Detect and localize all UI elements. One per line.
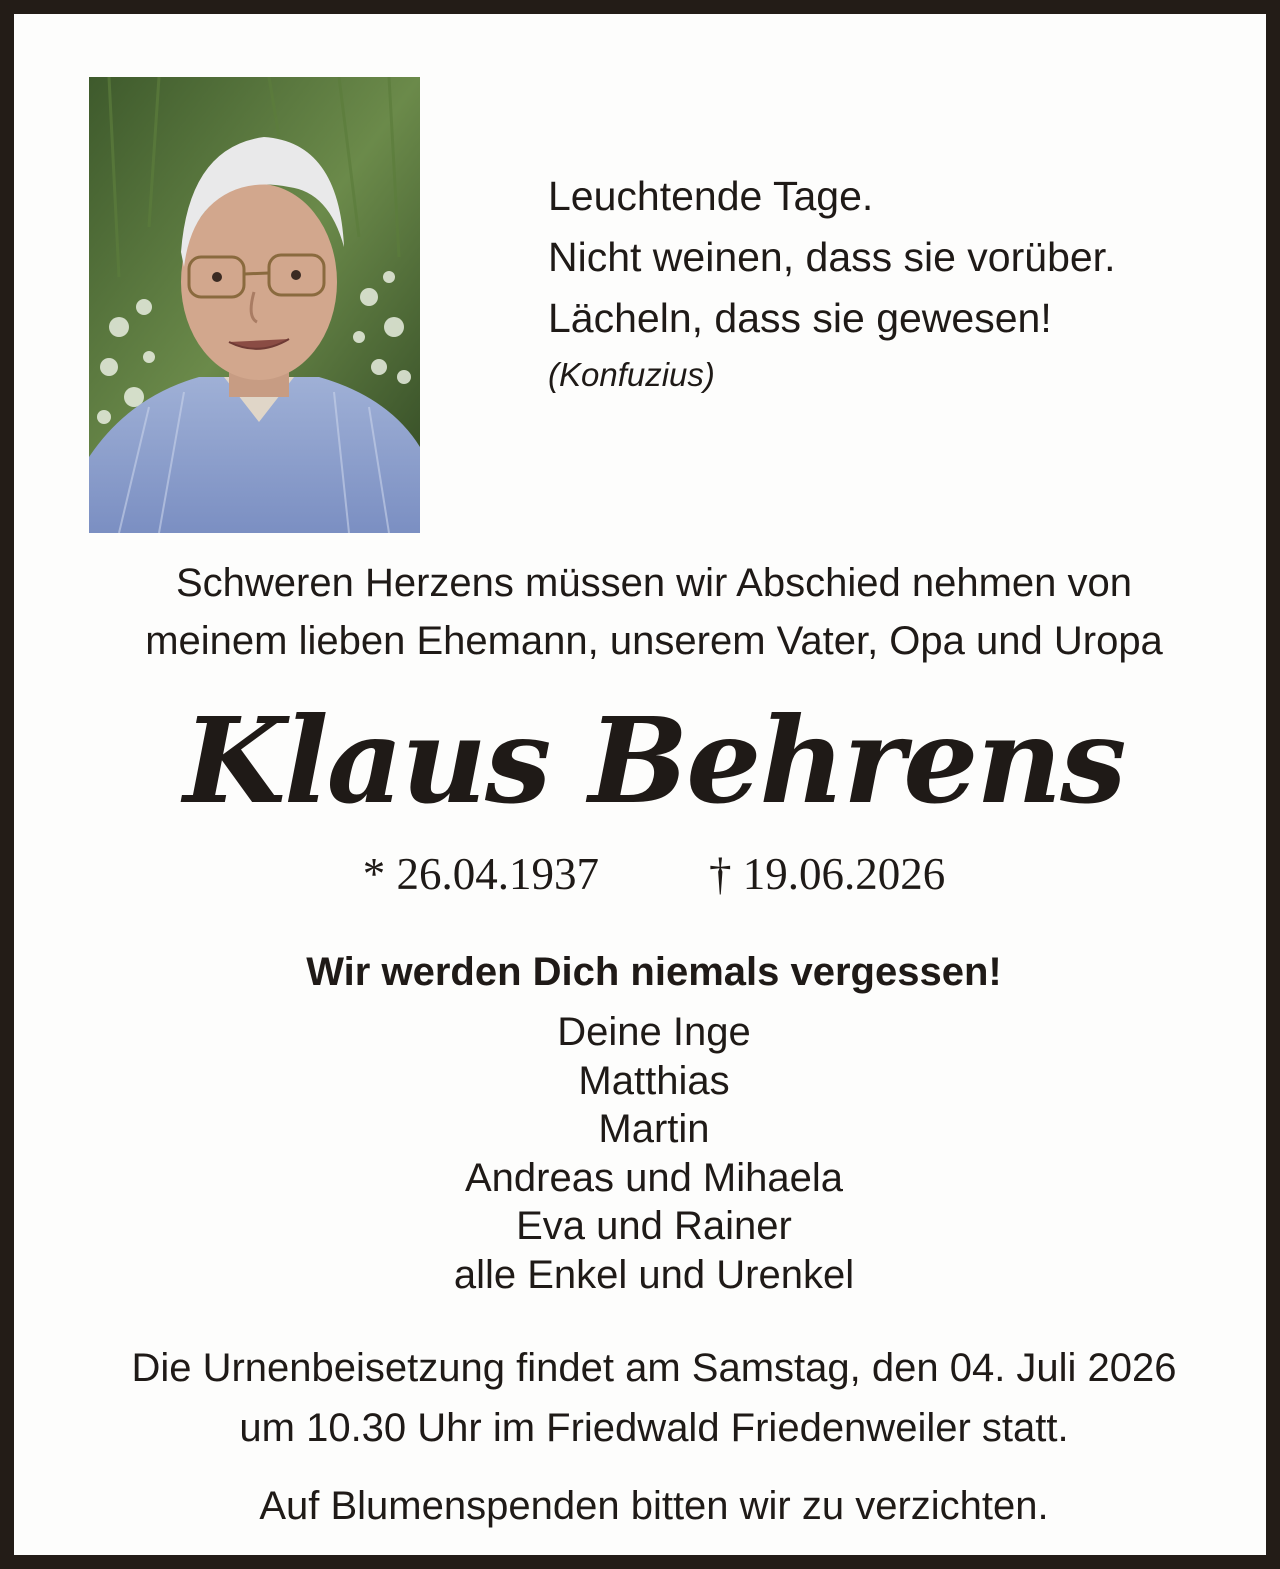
quote-line: Leuchtende Tage.: [548, 173, 874, 219]
quote-line: Nicht weinen, dass sie vorüber.: [548, 234, 1116, 280]
flowers-notice: Auf Blumenspenden bitten wir zu verzichten.: [259, 1484, 1049, 1528]
family-member: Deine Inge: [557, 1010, 751, 1054]
ceremony-line: Die Urnenbeisetzung findet am Samstag, den 04. Juli 2026: [131, 1346, 1177, 1390]
intro-line: meinem lieben Ehemann, unserem Vater, Opa und Uropa: [145, 619, 1163, 663]
deceased-name: Klaus Behrens: [183, 691, 1125, 830]
life-dates: [14, 844, 1280, 904]
intro-text: [14, 554, 1280, 670]
ceremony-notice: [14, 1338, 1280, 1458]
family-member: Martin: [598, 1107, 710, 1151]
family-member: alle Enkel und Urenkel: [453, 1252, 855, 1297]
family-member: Eva und Rainer: [516, 1204, 792, 1248]
family-list: [14, 1008, 1280, 1299]
quote-line: Lächeln, dass sie gewesen!: [548, 295, 1052, 341]
portrait-photo-icon: [89, 77, 420, 533]
death-date: † 19.06.2026: [709, 849, 946, 899]
motto: Wir werden Dich niemals vergessen!: [306, 950, 1002, 994]
birth-date: * 26.04.1937: [362, 849, 599, 899]
ceremony-line: um 10.30 Uhr im Friedwald Friedenweiler statt.: [239, 1406, 1069, 1450]
intro-line: Schweren Herzens müssen wir Abschied nehmen von: [175, 561, 1133, 605]
quote-author: (Konfuzius): [548, 356, 715, 393]
family-member: Matthias: [578, 1058, 730, 1103]
family-member: Andreas und Mihaela: [464, 1155, 844, 1200]
portrait-photo: [89, 77, 420, 533]
quote-block: [548, 166, 1115, 399]
